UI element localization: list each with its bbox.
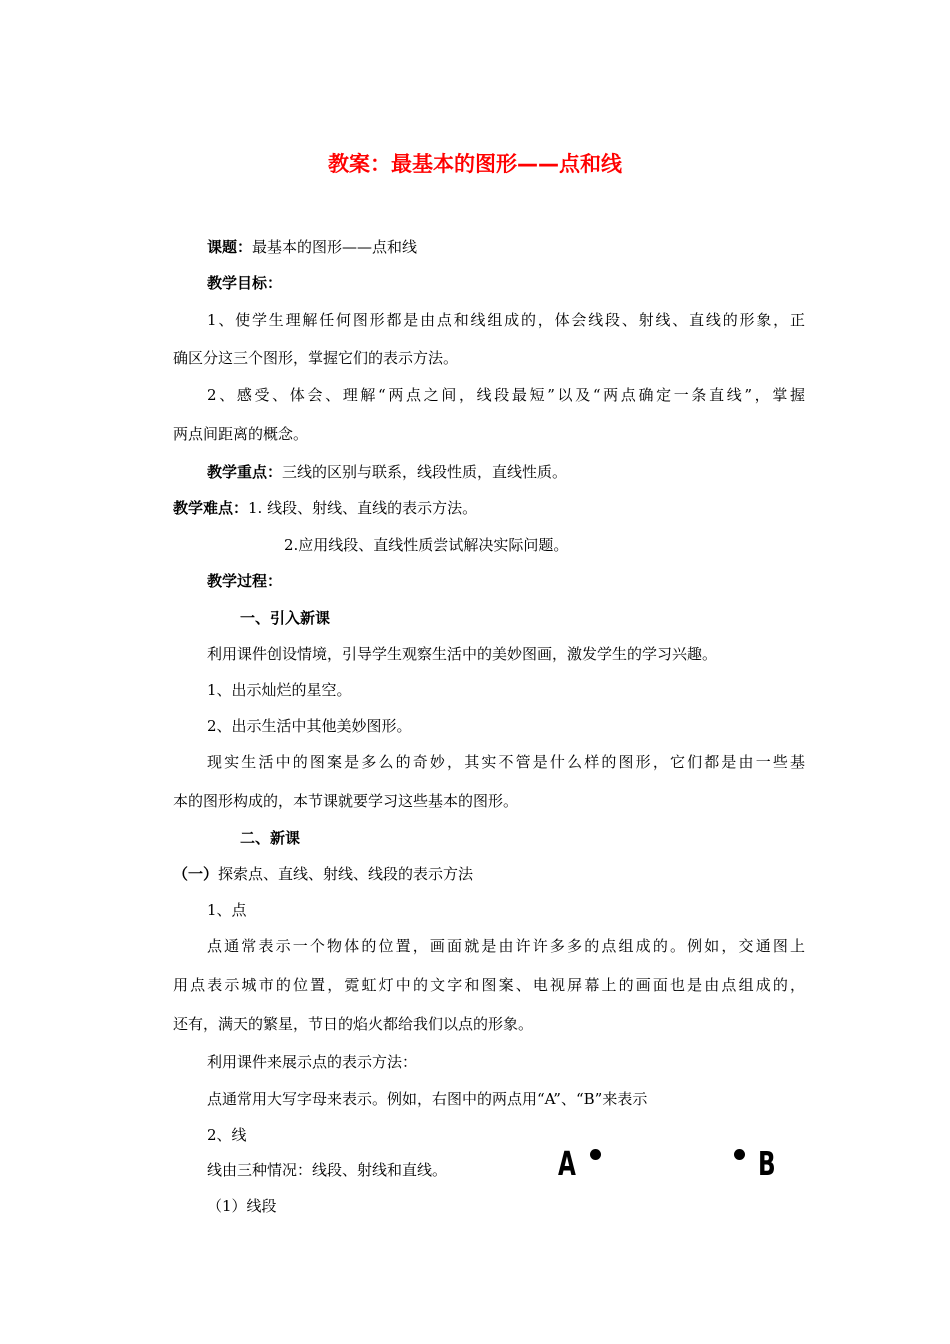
point-paragraph-1-line-2: 用点表示城市的位置，霓虹灯中的文字和图案、电视屏幕上的画面也是由点组成的，: [173, 976, 805, 994]
point-paragraph-3: 点通常用大写字母来表示。例如，右图中的两点用“A”、“B”来表示: [207, 1090, 648, 1108]
point-b-dot: [734, 1149, 745, 1160]
point-b-label: B: [758, 1144, 776, 1183]
key-points-line: [207, 462, 567, 482]
section-1-paragraph-1: 利用课件创设情境，引导学生观察生活中的美妙图画，激发学生的学习兴趣。: [207, 645, 718, 663]
point-paragraph-1-line-3: 还有，满天的繁星，节日的焰火都给我们以点的形象。: [173, 1015, 534, 1033]
objective-2-line-2: 两点间距离的概念。: [173, 425, 309, 443]
section-1-paragraph-4-line-2: 本的图形构成的，本节课就要学习这些基本的图形。: [173, 792, 519, 810]
key-points-text: 三线的区别与联系，线段性质，直线性质。: [282, 463, 568, 481]
subsection-1-prefix: （一）: [173, 865, 219, 883]
objective-2-line-1: 2、感受、体会、理解“两点之间，线段最短”以及“两点确定一条直线”，掌握: [207, 386, 805, 404]
section-1-paragraph-4-line-1: 现实生活中的图案是多么的奇妙，其实不管是什么样的图形，它们都是由一些基: [207, 753, 805, 771]
key-points-label: 教学重点：: [207, 463, 283, 481]
difficulties-label: 教学难点：: [173, 499, 249, 517]
topic-text: 最基本的图形——点和线: [252, 238, 418, 256]
difficulty-2: 2.应用线段、直线性质尝试解决实际问题。: [284, 536, 569, 554]
point-heading: 1、点: [207, 901, 247, 919]
process-label: 教学过程：: [207, 572, 283, 590]
point-a-dot: [590, 1149, 601, 1160]
line-heading: 2、线: [207, 1126, 247, 1144]
section-1-heading: 一、引入新课: [240, 609, 331, 627]
section-2-heading: 二、新课: [240, 829, 301, 847]
section-1-paragraph-3: 2、出示生活中其他美妙图形。: [207, 717, 412, 735]
point-paragraph-2: 利用课件来展示点的表示方法：: [207, 1053, 418, 1071]
topic-line: [207, 237, 417, 257]
objective-1-line-2: 确区分这三个图形，掌握它们的表示方法。: [173, 349, 459, 367]
topic-label: 课题: [207, 238, 238, 256]
objectives-label: 教学目标：: [207, 274, 283, 292]
subsection-1-line: [173, 864, 473, 884]
subsection-1-text: 探索点、直线、射线、线段的表示方法: [218, 865, 474, 883]
section-1-paragraph-2: 1、出示灿烂的星空。: [207, 681, 352, 699]
objective-1-line-1: 1、使学生理解任何图形都是由点和线组成的，体会线段、射线、直线的形象，正: [207, 311, 805, 329]
point-a-label: A: [558, 1144, 576, 1183]
topic-colon: ：: [237, 238, 253, 256]
segment-heading: （1）线段: [207, 1197, 277, 1215]
line-paragraph-1: 线由三种情况：线段、射线和直线。: [207, 1161, 448, 1179]
difficulty-1: 1. 线段、射线、直线的表示方法。: [248, 499, 478, 517]
document-title: 教案：最基本的图形——点和线: [328, 152, 622, 176]
point-paragraph-1-line-1: 点通常表示一个物体的位置，画面就是由许许多多的点组成的。例如，交通图上: [207, 937, 805, 955]
difficulties-line: [173, 498, 477, 518]
